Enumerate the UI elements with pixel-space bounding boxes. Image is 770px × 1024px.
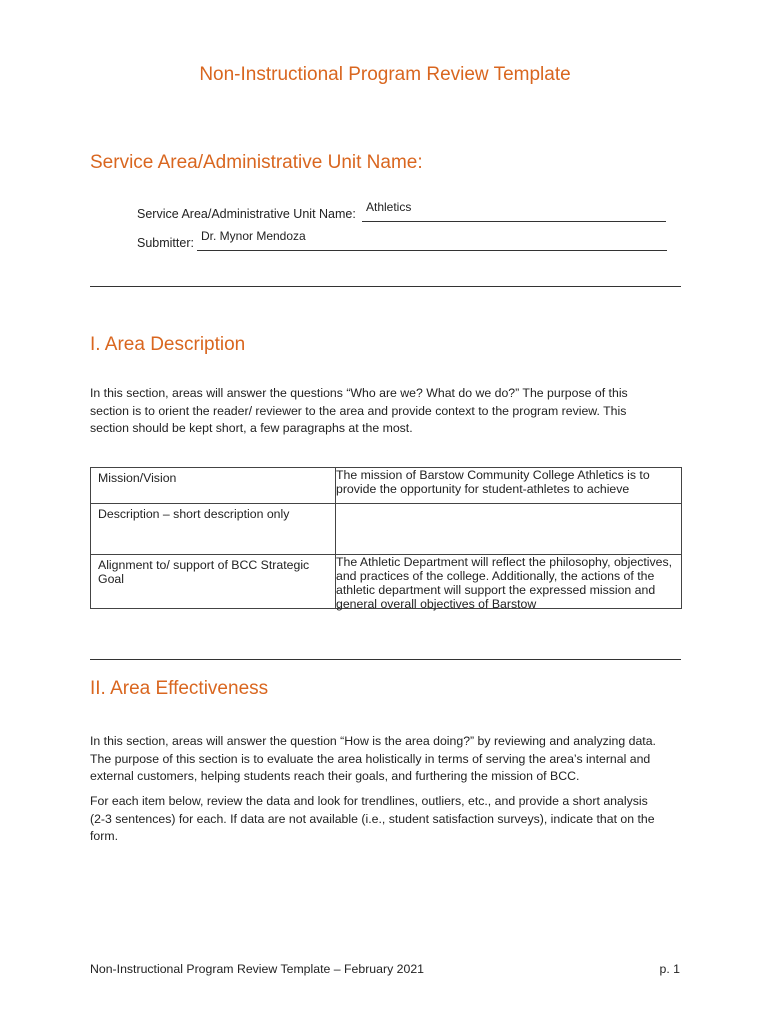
para-line: The purpose of this section is to evaluate the area holistically in terms of serving the area’s internal and [90,751,651,766]
mission-vision-value: The mission of Barstow Community College Athletics is to provide the opportunity for student-athletes to achieve [336,468,650,496]
divider-1 [90,286,681,287]
table-row [91,504,682,555]
para-line: external customers, helping students reach their goals, and furthering the mission of BCC. [90,769,580,783]
area-effectiveness-para-2 [90,793,682,846]
page-number: p. 1 [659,962,680,976]
table-row [91,468,682,504]
mission-vision-cell[interactable] [336,468,682,504]
unit-name-label: Service Area/Administrative Unit Name: [137,207,356,221]
intro-line: In this section, areas will answer the questions “Who are we? What do we do?” The purpose of this [90,386,628,400]
area-description-intro [90,385,682,438]
alignment-value: The Athletic Department will reflect the philosophy, objectives, and practices of the college. Additionally, the actions of the athletic department will support the expressed mission and general overall objectives of Barstow [336,555,673,611]
service-area-heading: Service Area/Administrative Unit Name: [90,152,423,173]
intro-line: section should be kept short, a few paragraphs at the most. [90,421,413,435]
mission-vision-label: Mission/Vision [91,468,336,504]
description-cell[interactable] [336,504,682,555]
document-title: Non-Instructional Program Review Template [199,64,571,85]
table-row [91,555,682,609]
divider-2 [90,659,681,660]
para-line: (2-3 sentences) for each. If data are not available (i.e., student satisfaction surveys), indicate that on the [90,811,655,826]
submitter-value: Dr. Mynor Mendoza [201,229,306,243]
intro-line: section is to orient the reader/ reviewer to the area and provide context to the program review. This [90,403,627,418]
area-description-table [90,467,682,609]
unit-name-value: Athletics [366,200,412,214]
area-description-heading: I. Area Description [90,334,246,355]
submitter-label: Submitter: [137,236,194,250]
para-line: form. [90,829,119,843]
footer-title: Non-Instructional Program Review Template – February 2021 [90,962,424,976]
area-effectiveness-heading: II. Area Effectiveness [90,678,269,699]
description-label: Description – short description only [91,504,336,555]
alignment-cell[interactable] [336,555,682,609]
alignment-label: Alignment to/ support of BCC Strategic Goal [91,555,336,609]
para-line: For each item below, review the data and look for trendlines, outliers, etc., and provide a short analysis [90,794,648,808]
area-effectiveness-para-1 [90,733,682,786]
para-line: In this section, areas will answer the question “How is the area doing?” by reviewing and analyzing data. [90,734,656,748]
